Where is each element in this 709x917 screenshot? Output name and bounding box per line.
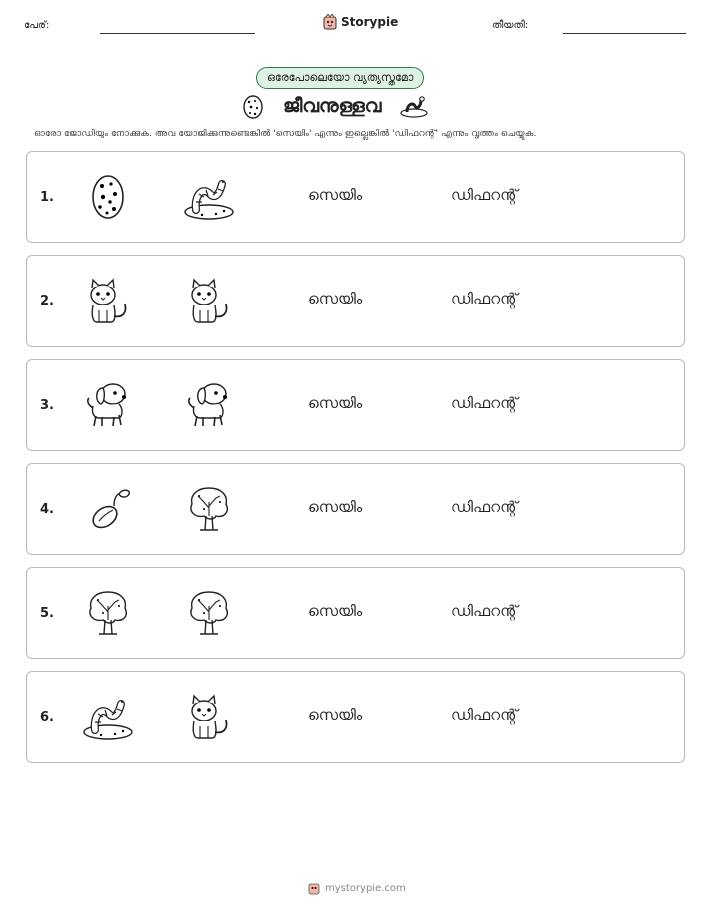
cat-icon — [81, 276, 135, 326]
cat-icon — [182, 692, 236, 742]
same-option[interactable]: സെയിം — [308, 394, 363, 412]
different-option[interactable]: ഡിഫറന്റ് — [451, 602, 518, 620]
worm-icon — [399, 94, 429, 118]
date-label: തീയതി: — [492, 20, 529, 31]
question-number: 5. — [40, 606, 54, 621]
title-row — [241, 93, 429, 119]
storypie-footer-logo-icon — [308, 881, 320, 895]
footer-url[interactable]: mystorypie.com — [325, 882, 406, 894]
question-card — [26, 567, 685, 659]
seed-icon — [81, 484, 135, 534]
name-line[interactable] — [100, 33, 255, 34]
date-line[interactable] — [563, 33, 686, 34]
question-number: 2. — [40, 294, 54, 309]
question-number: 3. — [40, 398, 54, 413]
different-option[interactable]: ഡിഫറന്റ് — [451, 394, 518, 412]
puppy-icon — [182, 380, 236, 430]
page-title: ജീവനുള്ളവ — [283, 95, 382, 117]
tree-icon — [81, 588, 135, 638]
same-option[interactable]: സെയിം — [308, 498, 363, 516]
worm-icon — [182, 172, 236, 222]
tree-icon — [182, 588, 236, 638]
same-option[interactable]: സെയിം — [308, 602, 363, 620]
instruction-text: ഓരോ ജോഡിയും നോക്കുക. അവ യോജിക്കുന്നുണ്ടെങ്കിൽ 'സെയിം' എന്നും ഇല്ലെങ്കിൽ 'ഡിഫറന്റ്' എന്നും വൃത്തം ചെയ്യുക. — [34, 128, 537, 139]
question-card — [26, 255, 685, 347]
question-card — [26, 463, 685, 555]
question-number: 6. — [40, 710, 54, 725]
different-option[interactable]: ഡിഫറന്റ് — [451, 706, 518, 724]
brand-logo — [323, 14, 398, 30]
tree-icon — [182, 484, 236, 534]
egg-icon — [81, 172, 135, 222]
footer — [308, 881, 406, 895]
name-label: പേര്: — [24, 20, 50, 31]
same-option[interactable]: സെയിം — [308, 290, 363, 308]
brand-name: Storypie — [341, 15, 399, 29]
topic-badge: ഒരേപോലെയോ വ്യത്യസ്തമോ — [256, 67, 424, 89]
question-card — [26, 151, 685, 243]
storypie-logo-icon — [323, 14, 337, 30]
different-option[interactable]: ഡിഫറന്റ് — [451, 498, 518, 516]
cat-icon — [182, 276, 236, 326]
question-number: 1. — [40, 190, 54, 205]
puppy-icon — [81, 380, 135, 430]
question-card — [26, 359, 685, 451]
question-card — [26, 671, 685, 763]
question-number: 4. — [40, 502, 54, 517]
same-option[interactable]: സെയിം — [308, 186, 363, 204]
egg-icon — [241, 93, 265, 119]
same-option[interactable]: സെയിം — [308, 706, 363, 724]
worm-icon — [81, 692, 135, 742]
different-option[interactable]: ഡിഫറന്റ് — [451, 290, 518, 308]
different-option[interactable]: ഡിഫറന്റ് — [451, 186, 518, 204]
